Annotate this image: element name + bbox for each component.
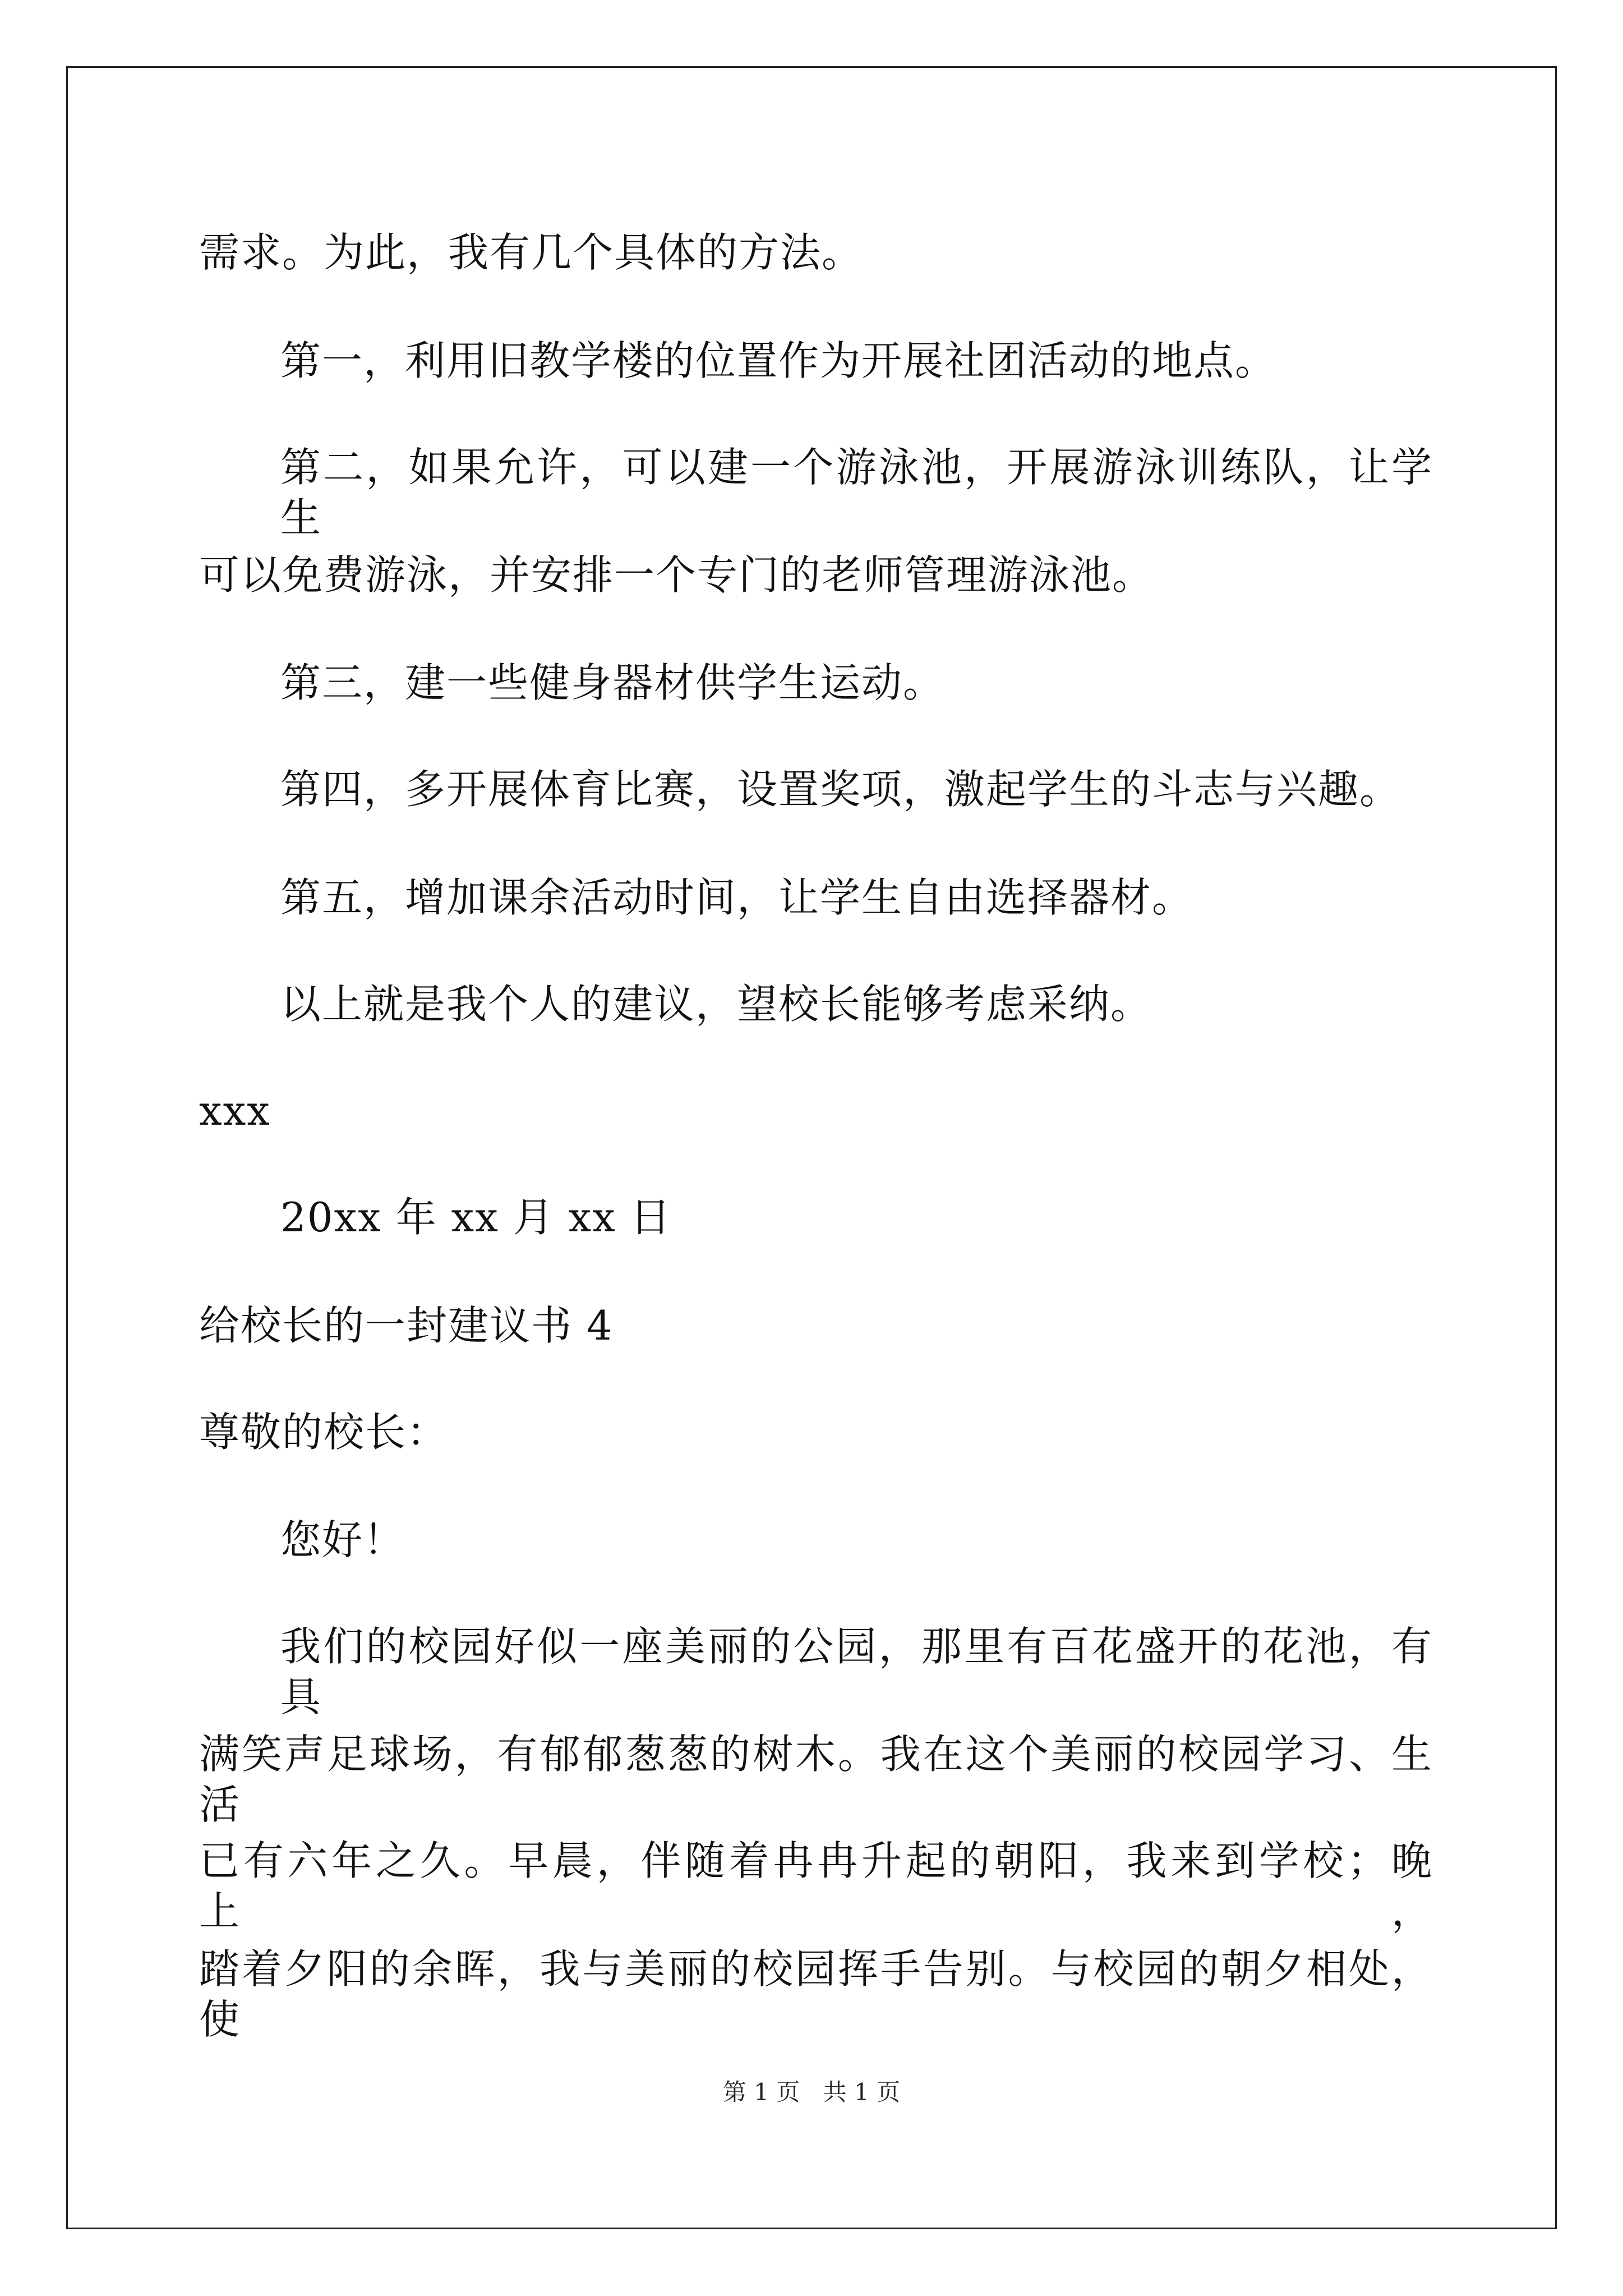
text-line: 需求。为此，我有几个具体的方法。 [199, 229, 864, 276]
text-line: 第三，建一些健身器材供学生运动。 [280, 659, 945, 706]
signature-date: 20xx 年 xx 月 xx 日 [280, 1194, 672, 1241]
text-line: 踏着夕阳的余晖，我与美丽的校园挥手告别。与校园的朝夕相处，使 [199, 1945, 1433, 2043]
section-title: 给校长的一封建议书 4 [199, 1302, 614, 1349]
page-footer [0, 2076, 1623, 2109]
text-line: 第一，利用旧教学楼的位置作为开展社团活动的地点。 [280, 337, 1277, 384]
text-line: 以上就是我个人的建议，望校长能够考虑采纳。 [280, 981, 1152, 1028]
text-line: 第五，增加课余活动时间，让学生自由选择器材。 [280, 874, 1194, 921]
page-number: 第 1 页 [722, 2078, 800, 2106]
text-line: 我们的校园好似一座美丽的公园，那里有百花盛开的花池，有具 [280, 1623, 1433, 1720]
text-line: 已有六年之久。早晨，伴随着冉冉升起的朝阳，我来到学校；晚上， [199, 1837, 1433, 1935]
text-line: 满笑声足球场，有郁郁葱葱的树木。我在这个美丽的校园学习、生活 [199, 1731, 1433, 1828]
signature-name: xxx [199, 1087, 271, 1134]
text-line: 可以免费游泳，并安排一个专门的老师管理游泳池。 [199, 551, 1154, 599]
salutation: 尊敬的校长： [199, 1409, 449, 1456]
greeting: 您好！ [280, 1516, 405, 1563]
text-line: 第二，如果允许，可以建一个游泳池，开展游泳训练队，让学生 [280, 444, 1433, 541]
text-line: 第四，多开展体育比赛，设置奖项，激起学生的斗志与兴趣。 [280, 766, 1401, 813]
page-total: 共 1 页 [823, 2078, 901, 2106]
